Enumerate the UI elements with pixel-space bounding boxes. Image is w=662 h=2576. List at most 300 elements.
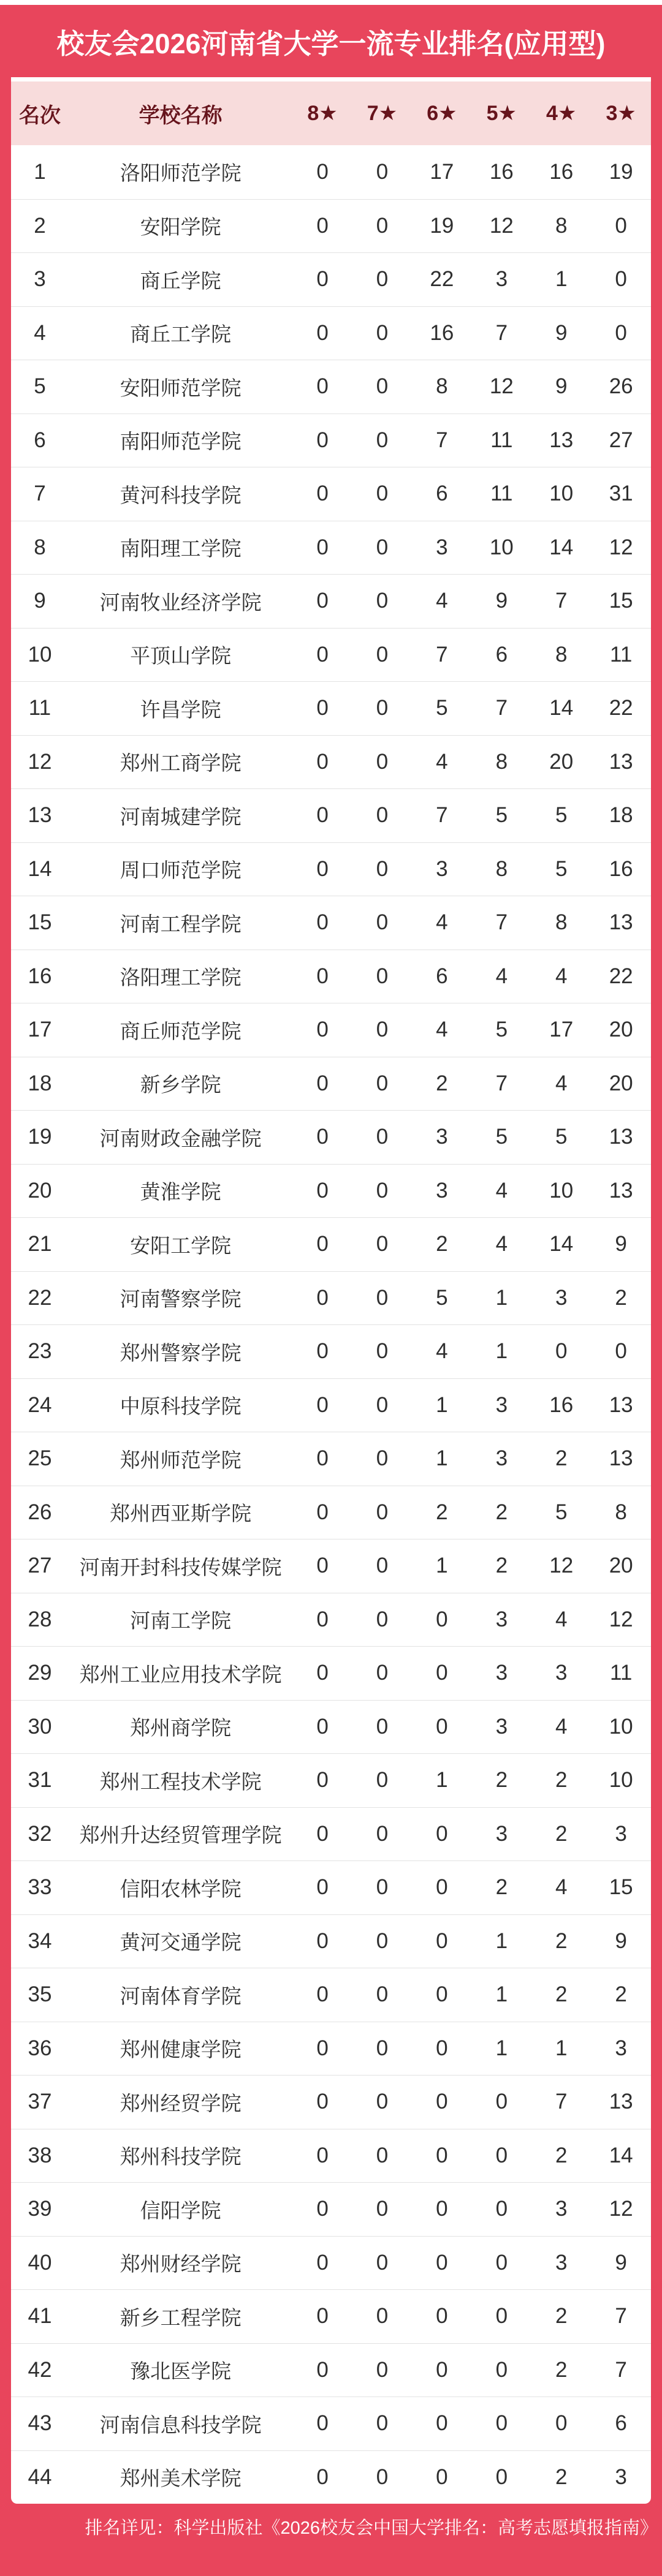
star-5-count-cell: 8 (495, 749, 508, 774)
star-7-count-cell: 0 (376, 1178, 389, 1203)
star-3-count-cell: 12 (609, 535, 633, 559)
star-3-count-cell: 15 (609, 589, 633, 613)
star-3-count-cell: 0 (615, 213, 627, 238)
star-7-count-cell: 0 (376, 1500, 389, 1524)
star-3-count-cell: 0 (615, 267, 627, 292)
rank-cell: 40 (28, 2250, 52, 2275)
star-8-count-cell: 0 (316, 159, 329, 184)
star-5-count-cell: 3 (495, 1714, 508, 1739)
table-row (11, 1593, 651, 1647)
star-4-count-cell: 16 (549, 159, 574, 184)
rank-cell: 18 (28, 1071, 52, 1095)
star-8-count-cell: 0 (316, 1392, 329, 1417)
star-7-count-cell: 0 (376, 803, 389, 828)
school-name-cell: 黄淮学院 (140, 1180, 221, 1204)
star-7-count-cell: 0 (376, 2197, 389, 2221)
star-4-count-cell: 4 (555, 964, 568, 988)
star-8-count-cell: 0 (316, 428, 329, 452)
star-5-count-cell: 5 (495, 803, 508, 828)
star-6-count-cell: 3 (436, 856, 448, 881)
star-4-count-cell: 4 (555, 1875, 568, 1900)
star-7-count-cell: 0 (376, 642, 389, 667)
star-5-count-cell: 2 (495, 1500, 508, 1524)
star-4-count-cell: 0 (555, 2411, 568, 2436)
star-5-count-cell: 2 (495, 1768, 508, 1792)
school-name-cell: 河南城建学院 (120, 805, 242, 828)
school-name-cell: 商丘工学院 (130, 323, 232, 346)
school-name-cell: 郑州工程技术学院 (99, 1770, 262, 1793)
rank-cell: 37 (28, 2090, 52, 2114)
rank-cell: 19 (28, 1125, 52, 1149)
school-name-cell: 郑州工商学院 (120, 752, 242, 775)
star-5-count-cell: 10 (489, 535, 514, 559)
column-header-5star: 5★ (486, 102, 517, 125)
star-4-count-cell: 2 (555, 1768, 568, 1792)
star-5-count-cell: 3 (495, 1821, 508, 1846)
star-6-count-cell: 3 (436, 535, 448, 559)
school-name-cell: 洛阳理工学院 (120, 966, 242, 989)
school-name-cell: 安阳师范学院 (120, 376, 242, 399)
star-7-count-cell: 0 (376, 482, 389, 506)
star-8-count-cell: 0 (316, 696, 329, 720)
table-row (11, 628, 651, 682)
star-8-count-cell: 0 (316, 1607, 329, 1631)
star-4-count-cell: 2 (555, 1982, 568, 2007)
star-6-count-cell: 5 (436, 1285, 448, 1310)
rank-cell: 38 (28, 2143, 52, 2167)
star-6-count-cell: 17 (430, 159, 454, 184)
star-6-count-cell: 19 (430, 213, 454, 238)
star-7-count-cell: 0 (376, 1285, 389, 1310)
star-3-count-cell: 13 (609, 1178, 633, 1203)
star-3-count-cell: 10 (609, 1714, 633, 1739)
star-4-count-cell: 14 (549, 535, 574, 559)
table-row (11, 1432, 651, 1486)
star-6-count-cell: 7 (436, 642, 448, 667)
star-7-count-cell: 0 (376, 1125, 389, 1149)
star-7-count-cell: 0 (376, 320, 389, 345)
star-7-count-cell: 0 (376, 2090, 389, 2114)
star-7-count-cell: 0 (376, 2304, 389, 2329)
star-7-count-cell: 0 (376, 1607, 389, 1631)
table-row (11, 1486, 651, 1539)
rank-cell: 33 (28, 1875, 52, 1900)
star-3-count-cell: 22 (609, 696, 633, 720)
star-4-count-cell: 4 (555, 1714, 568, 1739)
star-5-count-cell: 11 (490, 428, 513, 452)
table-row (11, 467, 651, 521)
star-4-count-cell: 2 (555, 1821, 568, 1846)
rank-cell: 2 (34, 213, 46, 238)
star-7-count-cell: 0 (376, 1661, 389, 1685)
star-5-count-cell: 7 (495, 696, 508, 720)
table-row (11, 2397, 651, 2450)
star-3-count-cell: 13 (609, 1125, 633, 1149)
star-5-count-cell: 2 (495, 1875, 508, 1900)
rank-cell: 42 (28, 2357, 52, 2382)
star-5-count-cell: 5 (495, 1018, 508, 1042)
rank-cell: 21 (28, 1232, 52, 1256)
star-8-count-cell: 0 (316, 1928, 329, 1953)
star-3-count-cell: 0 (615, 320, 627, 345)
table-row (11, 252, 651, 306)
column-header-4star: 4★ (546, 102, 577, 125)
star-7-count-cell: 0 (376, 374, 389, 399)
table-row (11, 1217, 651, 1271)
star-3-count-cell: 11 (609, 1661, 633, 1685)
star-5-count-cell: 8 (495, 856, 508, 881)
rank-cell: 7 (34, 482, 46, 506)
star-3-count-cell: 22 (609, 964, 633, 988)
school-name-cell: 黄河科技学院 (120, 483, 242, 507)
star-4-count-cell: 12 (549, 1554, 574, 1578)
star-4-count-cell: 7 (555, 589, 568, 613)
star-3-count-cell: 18 (609, 803, 633, 828)
star-4-count-cell: 5 (555, 803, 568, 828)
star-8-count-cell: 0 (316, 2036, 329, 2060)
star-3-count-cell: 2 (615, 1285, 627, 1310)
star-3-count-cell: 13 (609, 1392, 633, 1417)
star-7-count-cell: 0 (376, 1554, 389, 1578)
table-row (11, 1968, 651, 2022)
star-5-count-cell: 9 (495, 589, 508, 613)
star-6-count-cell: 2 (436, 1232, 448, 1256)
table-row (11, 735, 651, 789)
table-row (11, 2236, 651, 2290)
star-4-count-cell: 5 (555, 1500, 568, 1524)
star-3-count-cell: 9 (615, 1928, 627, 1953)
star-7-count-cell: 0 (376, 1071, 389, 1095)
star-6-count-cell: 1 (436, 1446, 448, 1471)
star-3-count-cell: 19 (609, 159, 633, 184)
star-4-count-cell: 8 (555, 213, 568, 238)
school-name-cell: 中原科技学院 (120, 1395, 242, 1418)
star-8-count-cell: 0 (316, 1018, 329, 1042)
star-4-count-cell: 20 (549, 749, 574, 774)
star-3-count-cell: 6 (615, 2411, 627, 2436)
table-row (11, 2075, 651, 2129)
rank-cell: 30 (28, 1714, 52, 1739)
star-8-count-cell: 0 (316, 1821, 329, 1846)
school-name-cell: 安阳学院 (140, 216, 221, 239)
star-5-count-cell: 0 (495, 2197, 508, 2221)
star-5-count-cell: 12 (489, 213, 514, 238)
table-row (11, 2289, 651, 2343)
star-5-count-cell: 3 (495, 1661, 508, 1685)
star-6-count-cell: 0 (436, 2411, 448, 2436)
star-6-count-cell: 0 (436, 1928, 448, 1953)
column-header-7star: 7★ (367, 102, 398, 125)
school-name-cell: 郑州升达经贸管理学院 (79, 1824, 282, 1847)
school-name-cell: 郑州科技学院 (120, 2145, 242, 2169)
star-4-count-cell: 8 (555, 642, 568, 667)
star-4-count-cell: 3 (555, 1285, 568, 1310)
rank-cell: 3 (34, 267, 46, 292)
star-6-count-cell: 1 (436, 1768, 448, 1792)
star-5-count-cell: 7 (495, 1071, 508, 1095)
school-name-cell: 安阳工学院 (130, 1234, 232, 1257)
star-5-count-cell: 0 (495, 2465, 508, 2489)
school-name-cell: 豫北医学院 (130, 2360, 232, 2383)
star-5-count-cell: 0 (495, 2090, 508, 2114)
star-7-count-cell: 0 (376, 2036, 389, 2060)
star-6-count-cell: 7 (436, 803, 448, 828)
star-5-count-cell: 3 (495, 267, 508, 292)
star-3-count-cell: 26 (609, 374, 633, 399)
table-row (11, 950, 651, 1003)
star-8-count-cell: 0 (316, 1178, 329, 1203)
star-3-count-cell: 8 (615, 1500, 627, 1524)
star-6-count-cell: 0 (436, 2036, 448, 2060)
school-name-cell: 郑州商学院 (130, 1717, 232, 1740)
star-8-count-cell: 0 (316, 1661, 329, 1685)
star-5-count-cell: 5 (495, 1125, 508, 1149)
star-8-count-cell: 0 (316, 1125, 329, 1149)
star-6-count-cell: 3 (436, 1125, 448, 1149)
rank-cell: 13 (28, 803, 52, 828)
ranking-source-note: 排名详见：科学出版社《2026校友会中国大学排名：高考志愿填报指南》 (85, 2518, 658, 2538)
school-name-cell: 河南工学院 (130, 1609, 232, 1633)
table-row (11, 842, 651, 896)
star-8-count-cell: 0 (316, 2250, 329, 2275)
star-8-count-cell: 0 (316, 1500, 329, 1524)
rank-cell: 35 (28, 1982, 52, 2007)
star-8-count-cell: 0 (316, 749, 329, 774)
table-row (11, 2450, 651, 2504)
ranking-table-card (11, 77, 651, 2504)
table-row (11, 2182, 651, 2236)
star-4-count-cell: 2 (555, 1928, 568, 1953)
star-4-count-cell: 2 (555, 2304, 568, 2329)
rank-cell: 9 (34, 589, 46, 613)
star-7-count-cell: 0 (376, 910, 389, 935)
star-5-count-cell: 1 (495, 1285, 508, 1310)
school-name-cell: 南阳师范学院 (120, 430, 242, 453)
star-4-count-cell: 9 (555, 320, 568, 345)
school-name-cell: 新乡工程学院 (120, 2306, 242, 2329)
rank-cell: 25 (28, 1446, 52, 1471)
star-6-count-cell: 2 (436, 1500, 448, 1524)
star-5-count-cell: 11 (490, 482, 513, 506)
table-row (11, 145, 651, 199)
star-7-count-cell: 0 (376, 1875, 389, 1900)
star-3-count-cell: 7 (615, 2304, 627, 2329)
star-7-count-cell: 0 (376, 2250, 389, 2275)
star-5-count-cell: 4 (495, 964, 508, 988)
rank-cell: 41 (28, 2304, 52, 2329)
school-name-cell: 黄河交通学院 (120, 1931, 242, 1954)
star-8-count-cell: 0 (316, 1982, 329, 2007)
table-row (11, 1914, 651, 1968)
star-6-count-cell: 0 (436, 2090, 448, 2114)
rank-cell: 26 (28, 1500, 52, 1524)
school-name-cell: 河南财政金融学院 (99, 1127, 262, 1150)
star-8-count-cell: 0 (316, 1875, 329, 1900)
star-6-count-cell: 4 (436, 749, 448, 774)
star-6-count-cell: 0 (436, 1714, 448, 1739)
star-6-count-cell: 0 (436, 2250, 448, 2275)
star-8-count-cell: 0 (316, 2357, 329, 2382)
star-7-count-cell: 0 (376, 1821, 389, 1846)
star-4-count-cell: 10 (549, 1178, 574, 1203)
column-header-school: 学校名称 (139, 104, 223, 127)
school-name-cell: 河南警察学院 (120, 1288, 242, 1311)
star-7-count-cell: 0 (376, 1392, 389, 1417)
rank-cell: 14 (28, 856, 52, 881)
star-5-count-cell: 4 (495, 1178, 508, 1203)
table-row (11, 360, 651, 414)
star-4-count-cell: 2 (555, 1446, 568, 1471)
rank-cell: 6 (34, 428, 46, 452)
star-3-count-cell: 13 (609, 910, 633, 935)
star-7-count-cell: 0 (376, 1928, 389, 1953)
school-name-cell: 新乡学院 (140, 1073, 221, 1097)
star-3-count-cell: 31 (609, 482, 633, 506)
table-row (11, 896, 651, 950)
star-7-count-cell: 0 (376, 213, 389, 238)
rank-cell: 44 (28, 2465, 52, 2489)
star-7-count-cell: 0 (376, 1339, 389, 1364)
star-3-count-cell: 16 (609, 856, 633, 881)
table-row (11, 1378, 651, 1432)
star-7-count-cell: 0 (376, 1446, 389, 1471)
column-header-3star: 3★ (606, 102, 636, 125)
star-8-count-cell: 0 (316, 1554, 329, 1578)
star-4-count-cell: 13 (549, 428, 574, 452)
star-8-count-cell: 0 (316, 642, 329, 667)
star-5-count-cell: 0 (495, 2143, 508, 2167)
star-5-count-cell: 0 (495, 2250, 508, 2275)
star-8-count-cell: 0 (316, 964, 329, 988)
star-8-count-cell: 0 (316, 2304, 329, 2329)
table-row (11, 1807, 651, 1861)
rank-cell: 32 (28, 1821, 52, 1846)
star-4-count-cell: 14 (549, 696, 574, 720)
star-6-count-cell: 0 (436, 2357, 448, 2382)
star-4-count-cell: 3 (555, 2197, 568, 2221)
rank-cell: 4 (34, 320, 46, 345)
star-4-count-cell: 1 (555, 267, 568, 292)
star-7-count-cell: 0 (376, 1768, 389, 1792)
star-6-count-cell: 0 (436, 1982, 448, 2007)
star-3-count-cell: 0 (615, 1339, 627, 1364)
table-row (11, 1700, 651, 1754)
table-row (11, 414, 651, 467)
rank-cell: 5 (34, 374, 46, 399)
star-8-count-cell: 0 (316, 320, 329, 345)
star-4-count-cell: 3 (555, 1661, 568, 1685)
star-8-count-cell: 0 (316, 267, 329, 292)
star-5-count-cell: 3 (495, 1446, 508, 1471)
star-5-count-cell: 12 (489, 374, 514, 399)
star-8-count-cell: 0 (316, 1714, 329, 1739)
star-7-count-cell: 0 (376, 1232, 389, 1256)
table-row (11, 1164, 651, 1218)
star-3-count-cell: 13 (609, 749, 633, 774)
table-row (11, 2022, 651, 2076)
star-7-count-cell: 0 (376, 267, 389, 292)
school-name-cell: 郑州美术学院 (120, 2467, 242, 2490)
star-6-count-cell: 8 (436, 374, 448, 399)
star-6-count-cell: 2 (436, 1071, 448, 1095)
star-4-count-cell: 1 (555, 2036, 568, 2060)
table-row (11, 1539, 651, 1593)
star-8-count-cell: 0 (316, 1446, 329, 1471)
star-3-count-cell: 20 (609, 1554, 633, 1578)
star-8-count-cell: 0 (316, 1285, 329, 1310)
star-4-count-cell: 5 (555, 1125, 568, 1149)
table-row (11, 306, 651, 360)
table-row (11, 1003, 651, 1057)
school-name-cell: 河南体育学院 (120, 1984, 242, 2008)
table-row (11, 2129, 651, 2183)
star-7-count-cell: 0 (376, 159, 389, 184)
star-7-count-cell: 0 (376, 749, 389, 774)
star-8-count-cell: 0 (316, 2465, 329, 2489)
school-name-cell: 信阳农林学院 (120, 1877, 242, 1900)
table-row (11, 1057, 651, 1111)
column-header-8star: 8★ (307, 102, 338, 125)
school-name-cell: 洛阳师范学院 (120, 162, 242, 185)
school-name-cell: 河南开封科技传媒学院 (79, 1555, 282, 1579)
star-8-count-cell: 0 (316, 910, 329, 935)
star-7-count-cell: 0 (376, 1982, 389, 2007)
school-name-cell: 郑州工业应用技术学院 (79, 1663, 282, 1686)
rank-cell: 16 (28, 964, 52, 988)
school-name-cell: 许昌学院 (140, 698, 221, 721)
star-4-count-cell: 2 (555, 2357, 568, 2382)
school-name-cell: 郑州经贸学院 (120, 2091, 242, 2115)
star-7-count-cell: 0 (376, 2357, 389, 2382)
star-7-count-cell: 0 (376, 535, 389, 559)
star-3-count-cell: 12 (609, 2197, 633, 2221)
star-4-count-cell: 3 (555, 2250, 568, 2275)
star-4-count-cell: 5 (555, 856, 568, 881)
table-body (11, 145, 651, 2504)
star-3-count-cell: 3 (615, 2036, 627, 2060)
star-6-count-cell: 0 (436, 2304, 448, 2329)
star-5-count-cell: 7 (495, 910, 508, 935)
rank-cell: 1 (34, 159, 46, 184)
star-5-count-cell: 3 (495, 1607, 508, 1631)
rank-cell: 34 (28, 1928, 52, 1953)
star-5-count-cell: 16 (489, 159, 514, 184)
table-row (11, 1271, 651, 1325)
table-row (11, 1860, 651, 1914)
star-4-count-cell: 4 (555, 1607, 568, 1631)
star-8-count-cell: 0 (316, 213, 329, 238)
star-3-count-cell: 2 (615, 1982, 627, 2007)
school-name-cell: 南阳理工学院 (120, 537, 242, 561)
star-7-count-cell: 0 (376, 964, 389, 988)
table-row (11, 1110, 651, 1164)
star-5-count-cell: 1 (495, 1928, 508, 1953)
table-row (11, 1646, 651, 1700)
star-5-count-cell: 3 (495, 1392, 508, 1417)
table-header-row (11, 81, 651, 145)
table-row (11, 574, 651, 628)
star-6-count-cell: 6 (436, 964, 448, 988)
star-8-count-cell: 0 (316, 856, 329, 881)
star-5-count-cell: 6 (495, 642, 508, 667)
star-8-count-cell: 0 (316, 803, 329, 828)
star-8-count-cell: 0 (316, 535, 329, 559)
star-5-count-cell: 1 (495, 2036, 508, 2060)
rank-cell: 43 (28, 2411, 52, 2436)
star-4-count-cell: 4 (555, 1071, 568, 1095)
star-6-count-cell: 0 (436, 2143, 448, 2167)
star-6-count-cell: 4 (436, 1339, 448, 1364)
